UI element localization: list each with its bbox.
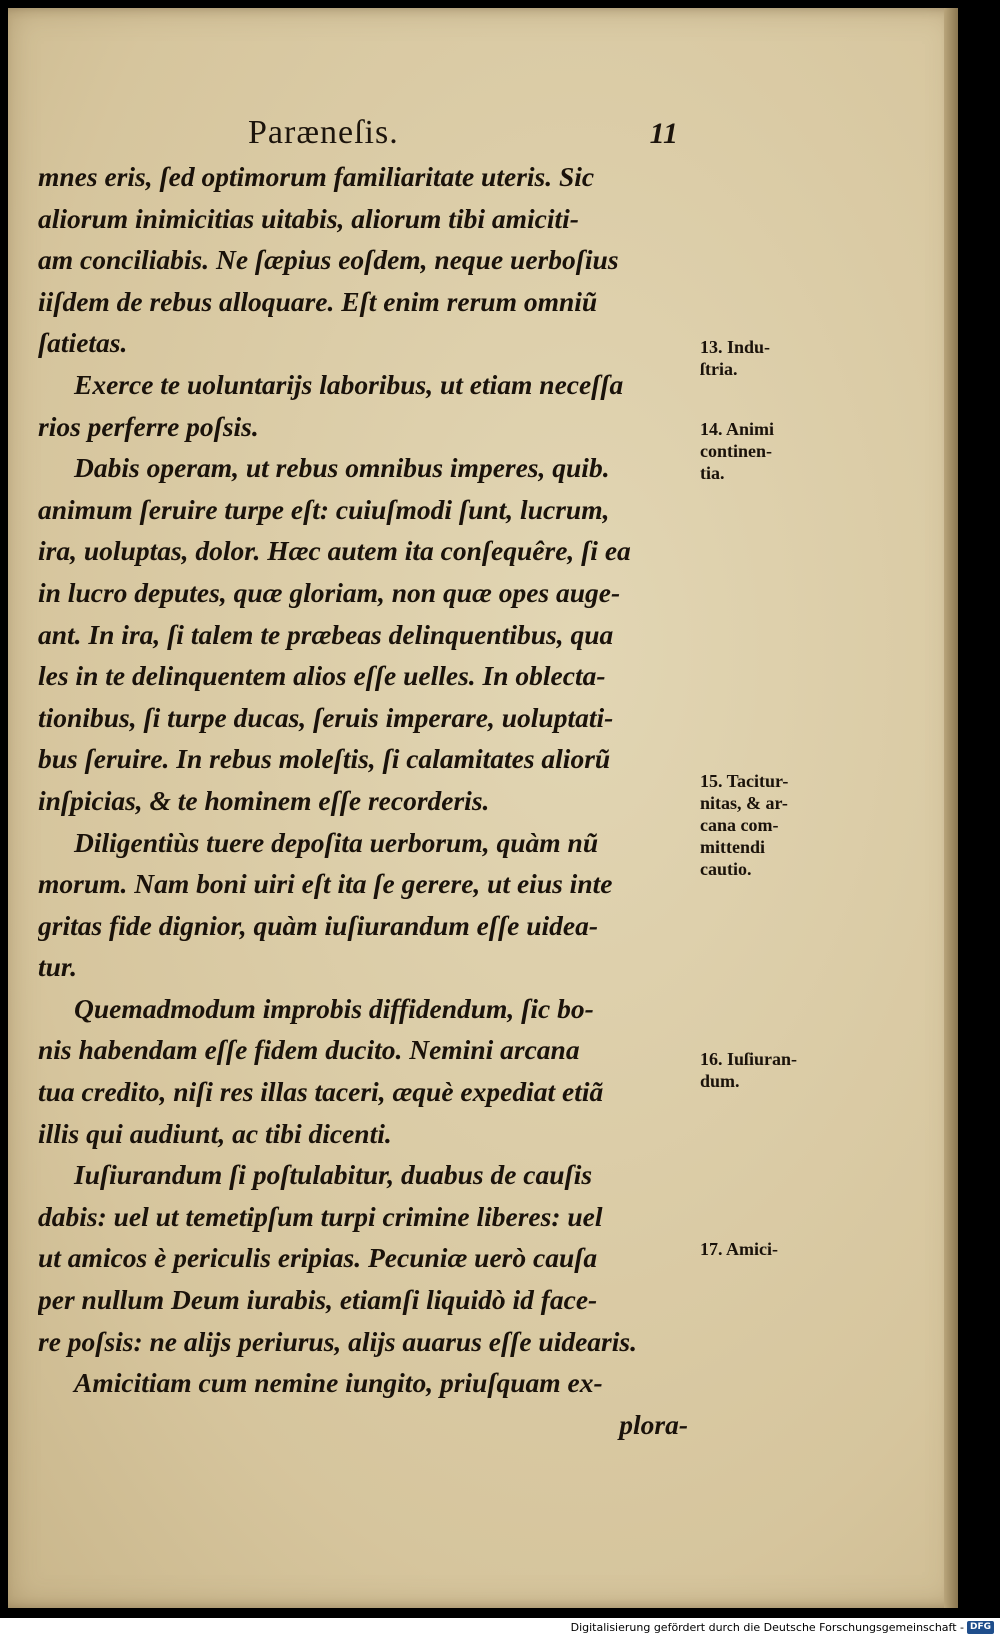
text-line: aliorum inimicitias uitabis, aliorum tibi amiciti-	[38, 202, 579, 234]
marginal-note-text: 15. Tacitur- nitas, & ar- cana com- mittendi cautio.	[700, 771, 789, 879]
marginal-note	[700, 1238, 830, 1260]
text-line: illis qui audiunt, ac tibi dicenti.	[38, 1117, 392, 1149]
text-line: am conciliabis. Ne ſæpius eoſdem, neque uerboſius	[38, 244, 619, 276]
marginal-note	[700, 1048, 830, 1092]
running-title: Paræneſis.	[248, 114, 399, 151]
dfg-logo: DFG	[967, 1621, 994, 1634]
page-spine-shadow	[944, 8, 958, 1608]
digitization-footer	[0, 1618, 1000, 1636]
text-line: tur.	[38, 951, 77, 983]
text-line: in lucro deputes, quæ gloriam, non quæ opes auge-	[38, 576, 621, 608]
text-line: iiſdem de rebus alloquare. Eſt enim rerum omniũ	[38, 285, 598, 317]
marginal-note-text: 13. Indu- ſtria.	[700, 337, 771, 379]
text-line: inſpicias, & te hominem eſſe recorderis.	[38, 784, 490, 816]
text-line: ſatietas.	[38, 327, 128, 359]
text-line: ira, uoluptas, dolor. Hæc autem ita conſequêre, ſi ea	[38, 535, 631, 567]
text-line: tionibus, ſi turpe ducas, ſeruis imperare, uoluptati-	[38, 701, 614, 733]
text-line: Diligentiùs tuere depoſita uerborum, quàm nũ	[74, 826, 599, 858]
text-line: Dabis operam, ut rebus omnibus imperes, quib.	[74, 452, 610, 484]
funding-credit: Digitalisierung gefördert durch die Deutsche Forschungsgemeinschaft -	[570, 1620, 964, 1634]
marginal-note	[700, 418, 830, 484]
running-header	[248, 114, 678, 152]
text-line: Amicitiam cum nemine iungito, priuſquam ex-	[74, 1367, 603, 1399]
text-line: morum. Nam boni uiri eſt ita ſe gerere, ut eius inte	[38, 868, 613, 900]
text-line: per nullum Deum iurabis, etiamſi liquidò id face-	[38, 1284, 598, 1316]
text-line: ant. In ira, ſi talem te præbeas delinquentibus, qua	[38, 618, 614, 650]
marginal-note	[700, 336, 830, 380]
page-number: 11	[649, 117, 678, 150]
marginal-note-text: 17. Amici-	[700, 1239, 778, 1259]
text-line: Exerce te uoluntarijs laboribus, ut etiam neceſſa	[74, 368, 624, 400]
marginal-note-text: 14. Animi continen- tia.	[700, 419, 775, 483]
text-line: dabis: uel ut temetipſum turpi crimine liberes: uel	[38, 1200, 603, 1232]
text-line: nis habendam eſſe fidem ducito. Nemini arcana	[38, 1034, 580, 1066]
book-page	[8, 8, 958, 1608]
text-line: mnes eris, ſed optimorum familiaritate uteris. Sic	[38, 161, 595, 192]
marginal-note-text: 16. Iuſiuran- dum.	[700, 1049, 798, 1091]
text-line: plora-	[619, 1408, 688, 1440]
text-line: les in te delinquentem alios eſſe uelles. In oblecta-	[38, 660, 606, 692]
text-line: re poſsis: ne alijs periurus, alijs auarus eſſe uidearis.	[38, 1325, 637, 1357]
text-line: rios perferre poſsis.	[38, 410, 259, 442]
text-line: ut amicos è periculis eripias. Pecuniæ uerò cauſa	[38, 1242, 598, 1274]
marginal-note	[700, 770, 830, 880]
text-line: Iuſiurandum ſi poſtulabitur, duabus de cauſis	[74, 1159, 593, 1191]
text-line: gritas fide dignior, quàm iuſiurandum eſſe uidea-	[38, 909, 598, 941]
body-text	[38, 156, 688, 1445]
text-line: tua credito, niſi res illas taceri, æquè expediat etiã	[38, 1076, 604, 1108]
text-line: bus ſeruire. In rebus moleſtis, ſi calamitates aliorũ	[38, 743, 611, 775]
text-line: animum ſeruire turpe eſt: cuiuſmodi ſunt, lucrum,	[38, 493, 610, 525]
text-line: Quemadmodum improbis diffidendum, ſic bo-	[74, 992, 594, 1024]
